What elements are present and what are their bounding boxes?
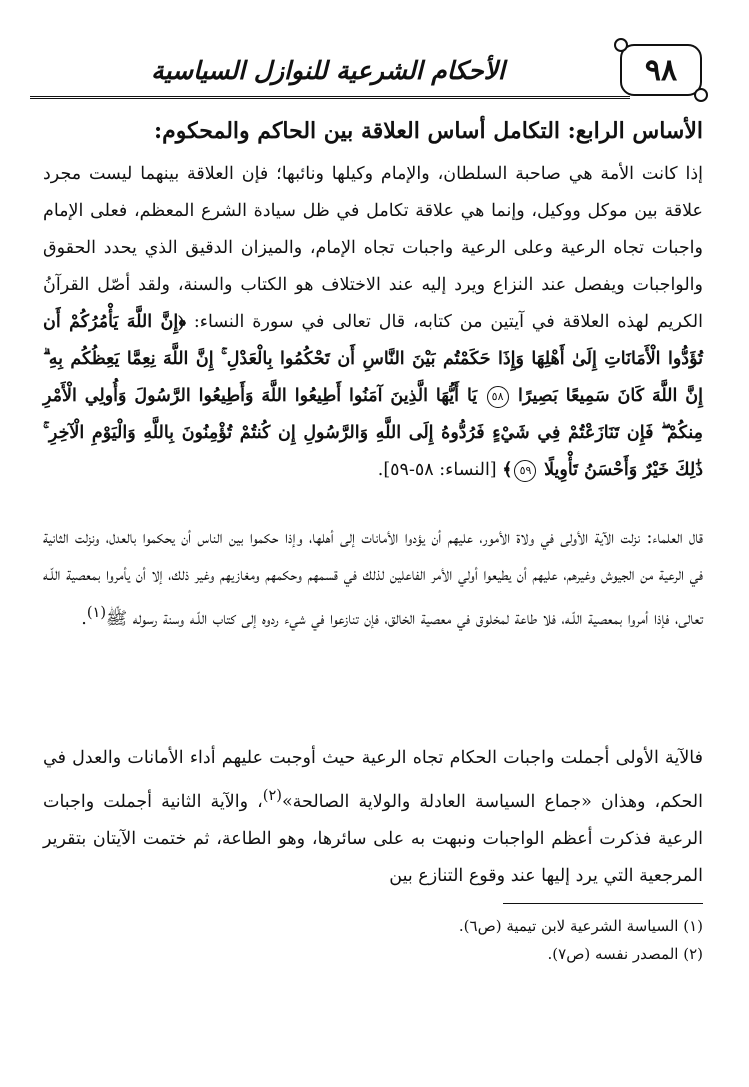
scholars-text: قال العلماء: نزلت الآية الأولى في ولاة الأمور، عليهم أن يؤدوا الأمانات إلى أهلها، وإذا حكموا بين الناس أن يحكموا بالعدل، ونزلت الثانية في الرعية من الجيوش وغيرهم، عليهم أن يطيعوا أولي الأمر الفاعلين لذلك في قسمهم وحكمهم ومغازيهم وغير ذلك، إلا أن يأمروا بمعصية اللّـه تعالى، فإذا أمروا بمعصية اللّـه، فلا طاعة لمخلوق في معصية الخالق، فإن تنازعوا في شيء ردوه إلى كتاب اللّـه وسنة رسوله ﷺ bbox=[43, 528, 703, 629]
header-rule bbox=[30, 96, 630, 99]
paragraph-scholars bbox=[43, 520, 703, 638]
paragraph-intro bbox=[43, 156, 703, 489]
page-header bbox=[30, 40, 702, 102]
footnote-ref-1: (١) bbox=[86, 604, 107, 621]
page-number: ٩٨ bbox=[620, 44, 702, 96]
first-verse-rest: ، والآية الثانية أجملت واجبات الرعية فذكرت أعظم الواجبات ونبهت به على سائرها، وهو الطاعة، ثم ختمت الآيتان بتقرير المرجعية التي يرد إليها عند وقوع التنازع بين bbox=[43, 791, 703, 886]
section-title: الأساس الرابع: التكامل أساس العلاقة بين الحاكم والمحكوم: bbox=[154, 118, 703, 144]
running-title: الأحكام الشرعية للنوازل السياسية bbox=[151, 55, 505, 85]
footnote-1: (١) السياسة الشرعية لابن تيمية (ص٦). bbox=[458, 917, 703, 935]
quran-verse-59: يَا أَيُّهَا الَّذِينَ آمَنُوا أَطِيعُوا اللَّهَ وَأَطِيعُوا الرَّسُولَ وَأُولِي الْأَمْرِ مِنكُمْ ۖ فَإِن تَنَازَعْتُمْ فِي شَيْءٍ فَرُدُّوهُ إِلَى اللَّهِ وَالرَّسُولِ إِن كُنتُمْ تُؤْمِنُونَ بِاللَّهِ وَالْيَوْمِ الْآخِرِ ۚ ذَٰلِكَ خَيْرٌ وَأَحْسَنُ تَأْوِيلًا bbox=[43, 386, 703, 480]
quran-close-bracket: ﴾ bbox=[502, 460, 513, 480]
quran-citation: [النساء: ٥٨-٥٩]. bbox=[377, 460, 497, 480]
first-verse-text: فالآية الأولى أجملت واجبات الحكام تجاه الرعية حيث أوجبت عليهم أداء الأمانات والعدل في الحكم، وهذان «جماع السياسة العادلة والولاية الصالحة» bbox=[43, 748, 704, 812]
footnote-separator bbox=[503, 903, 703, 904]
intro-text: إذا كانت الأمة هي صاحبة السلطان، والإمام وكيلها ونائبها؛ فإن العلاقة بينهما ليست مجرد علاقة بين موكل ووكيل، وإنما هي علاقة تكامل في ظل سيادة الشرع المعظم، فعلى الإمام واجبات تجاه الرعية وعلى الرعية واجبات تجاه الإمام، والميزان الدقيق الذي يحدد الحقوق والواجبات ويفصل عند النزاع ويرد إليه عند الاختلاف هو الكتاب والسنة، ولقد أصّل القرآنُ الكريم لهذه العلاقة في آيتين من كتابه، قال تعالى في سورة النساء: bbox=[43, 164, 703, 332]
paragraph-first-verse bbox=[43, 740, 703, 895]
scholars-end: . bbox=[81, 608, 87, 629]
footnote-2: (٢) المصدر نفسه (ص٧). bbox=[547, 945, 703, 963]
ayah-number-59: ٥٩ bbox=[514, 460, 536, 482]
quran-verse-58: ﴿إِنَّ اللَّهَ يَأْمُرُكُمْ أَن تُؤَدُّوا الْأَمَانَاتِ إِلَىٰ أَهْلِهَا وَإِذَا حَكَمْتُم بَيْنَ النَّاسِ أَن تَحْكُمُوا بِالْعَدْلِ ۚ إِنَّ اللَّهَ نِعِمَّا يَعِظُكُم بِهِ ۗ إِنَّ اللَّهَ كَانَ سَمِيعًا بَصِيرًا bbox=[43, 312, 703, 406]
ayah-number-58: ٥٨ bbox=[487, 386, 509, 408]
footnotes bbox=[43, 912, 703, 968]
footnote-ref-2: (٢) bbox=[262, 787, 282, 804]
